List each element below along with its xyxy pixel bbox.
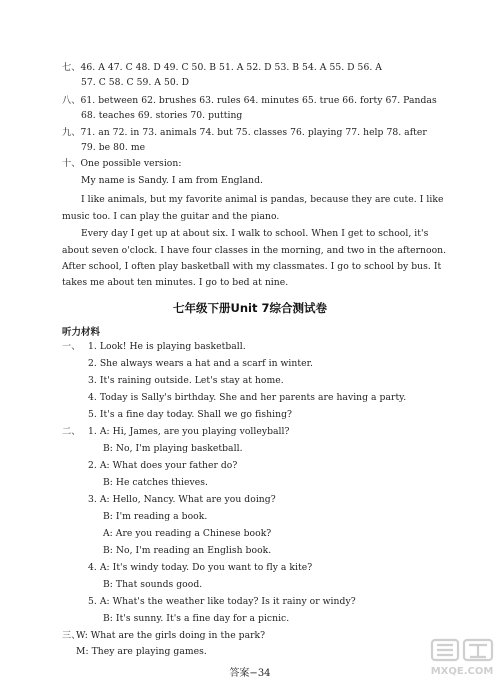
listening-item: 1. Look! He is playing basketball. [88,341,246,352]
essay-line: After school, I often play basketball with my classmates. I go to school by bus. It [62,261,442,272]
listening-item: 3. It's raining outside. Let's stay at home. [88,375,284,386]
dialogue-line: 5. A: What's the weather like today? Is it rainy or windy? [88,596,356,607]
test-title: 七年级下册Unit 7综合测试卷 [173,301,327,315]
answer-line-s8-1: 八、61. between 62. brushes 63. rules 64. minutes 65. true 66. forty 67. Pandas [62,95,437,106]
essay-line: Every day I get up at about six. I walk to school. When I get to school, it's [81,228,429,239]
dialogue-line: B: That sounds good. [103,579,203,590]
answer-line-s9-1: 九、71. an 72. in 73. animals 74. but 75. classes 76. playing 77. help 78. after [62,127,427,138]
dialogue-line: 3. A: Hello, Nancy. What are you doing? [88,494,276,505]
dialogue-line: 4. A: It's windy today. Do you want to fly a kite? [88,562,313,573]
dialogue-line: B: I'm reading a book. [103,511,208,522]
answer-line-s8-2: 68. teaches 69. stories 70. putting [81,110,243,121]
listening-item: 4. Today is Sally's birthday. She and her parents are having a party. [88,392,407,403]
svg-text:MXQE.COM: MXQE.COM [430,666,494,677]
dialogue-line: 1. A: Hi, James, are you playing volleyball? [88,426,290,437]
listening-item: 5. It's a fine day today. Shall we go fishing? [88,409,293,420]
page-number: 答案−34 [229,668,271,679]
listening-heading: 听力材料 [62,327,101,338]
dialogue-line: M: They are playing games. [76,646,207,657]
dialogue-line: A: Are you reading a Chinese book? [103,528,272,539]
dialogue-line: B: He catches thieves. [103,477,208,488]
section-1-label: 一、 [62,341,81,352]
dialogue-line: W: What are the girls doing in the park? [76,630,266,641]
section-3-label: 三、 [62,630,81,641]
watermark-logo [428,637,496,679]
dialogue-line: 2. A: What does your father do? [88,460,238,471]
answer-line-s7-2: 57. C 58. C 59. A 50. D [81,77,190,88]
listening-item: 2. She always wears a hat and a scarf in winter. [88,358,314,369]
essay-line: I like animals, but my favorite animal is pandas, because they are cute. I like [81,194,444,205]
dialogue-line: B: It's sunny. It's a fine day for a picnic. [103,613,290,624]
essay-line: takes me about ten minutes. I go to bed at nine. [62,277,289,288]
dialogue-line: B: No, I'm reading an English book. [103,545,272,556]
essay-line: My name is Sandy. I am from England. [81,175,263,186]
dialogue-line: B: No, I'm playing basketball. [103,443,243,454]
answer-line-s10-label: 十、One possible version: [62,158,182,169]
answer-line-s7-1: 七、46. A 47. C 48. D 49. C 50. B 51. A 52. D 53. B 54. A 55. D 56. A [62,62,382,73]
essay-line: about seven o'clock. I have four classes in the morning, and two in the afternoon. [62,245,447,256]
essay-line: music too. I can play the guitar and the piano. [62,211,280,222]
answer-line-s9-2: 79. be 80. me [81,142,146,153]
section-2-label: 二、 [62,426,81,437]
